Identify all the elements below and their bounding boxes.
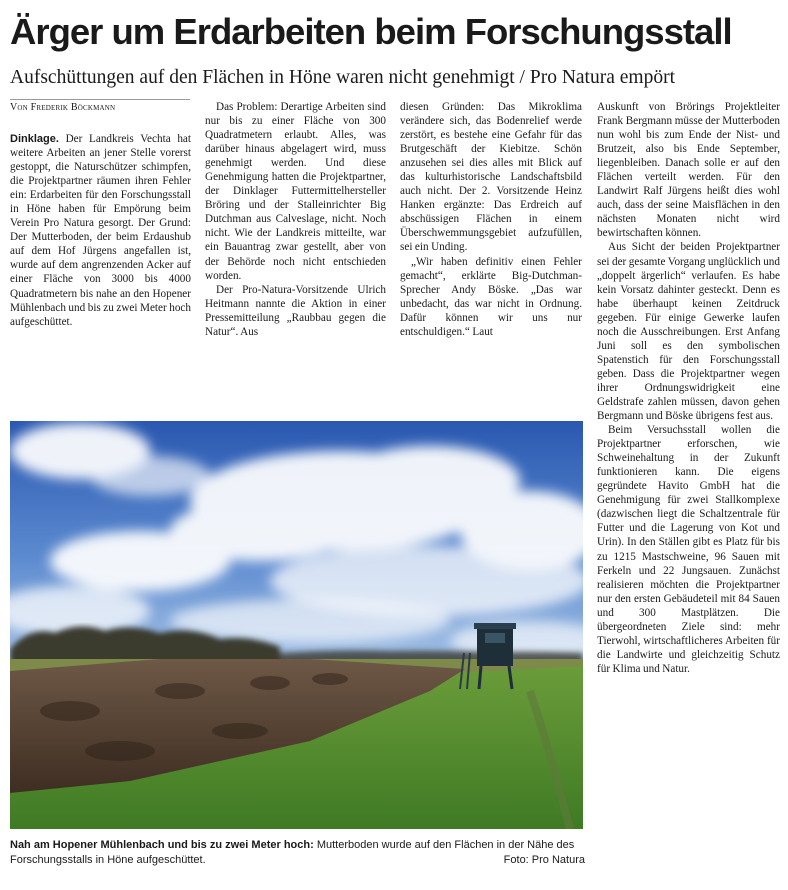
paragraph: Der Pro-Natura-Vorsitzende Ulrich Heitmann nannte die Aktion in einer Pressemitteilung „Raubbau gegen die Natur“. Aus — [205, 283, 386, 338]
caption-lead: Nah am Hopener Mühlenbach und bis zu zwei Meter hoch: — [10, 839, 314, 851]
article-photo — [10, 421, 583, 829]
caption-text: Mutterboden wurde auf den Flächen in der Nähe des Forschungsstalls in Höne aufgeschüttet. — [10, 839, 575, 866]
byline: Von Frederik Böckmann — [10, 99, 190, 113]
paragraph: „Wir haben definitiv einen Fehler gemacht“, erklärte Big-Dutchman-Sprecher Andy Böske. „Das war unbedacht, das war nicht in Ordnung. Dafür können wir uns nur entschuldigen.“ Laut — [400, 255, 582, 338]
paragraph: Beim Versuchsstall wollen die Projektpartner erforschen, wie Schweinehaltung in der Zukunft funktionieren kann. Die eigens gegründete Havito GmbH hat die Genehmigung für zwei Stallkomplexe (dazwischen liegt die Schaltzentrale für Futter und die Lagerung von Kot und Urin). In den Ställen gibt es Platz für bis zu 1215 Mastschweine, 96 Sauen mit Ferkeln und 22 Jungsauen. Zunächst realisieren möchten die Projektpartner nur den ersten Gebäudeteil mit 84 Sauen und 300 Mastplätzen. Die übergeordneten Ziele sind: mehr Tierwohl, wirtschaftlicheres Arbeiten für die Landwirte und gleichzeitig Schutz für Klima und Natur. — [597, 424, 780, 675]
paragraph: Auskunft von Brörings Projektleiter Frank Bergmann müsse der Mutterboden nun wohl bis zum Ende der Nist- und Brutzeit, also bis Ende September, liegenbleiben. Danach solle er auf den Flächen verteilt werden. Für den Landwirt Ralf Jürgens heißt dies wohl auch, dass der seine Maisflächen in den nächsten Monaten nicht wird bewirtschaften können. — [597, 101, 780, 240]
paragraph — [10, 132, 191, 329]
dateline: Dinklage. — [10, 133, 59, 145]
paragraph: Das Problem: Derartige Arbeiten sind nur bis zu einer Fläche von 300 Quadratmetern erlaubt. Alles, was darüber hinaus abgelagert wird, muss genehmigt werden. Und diese Genehmigung hatten die Projektpartner, der Dinklager Futtermittelhersteller Bröring und der Stalleinrichter Big Dutchman aus Calveslage, nicht. Noch nicht. Wie der Landkreis mitteilte, war ein Bauantrag zwar gestellt, aber von der Behörde noch nicht entschieden worden. — [205, 101, 386, 282]
photo-caption — [10, 838, 585, 868]
article-column-4 — [597, 100, 780, 875]
paragraph: diesen Gründen: Das Mikroklima verändere sich, das Bodenrelief werde zerstört, es bestehe eine Gefahr für das Brutgeschäft der Kiebitze. Schön anzusehen sei dies alles mit Blick auf das kulturhistorische Landschaftsbild auch nicht. Der 2. Vorsitzende Heinz Hanken ergänzte: Das Erdreich auf abschüssigen Flächen in einem Überschwemmungsgebiet aufzufüllen, sei ein Unding. — [400, 101, 582, 254]
subheadline: Aufschüttungen auf den Flächen in Höne waren nicht genehmigt / Pro Natura empört — [10, 67, 675, 88]
article-column-2 — [205, 100, 386, 404]
paragraph-text: Der Landkreis Vechta hat weitere Arbeiten an jener Stelle vorerst gestoppt, die Naturschützer schimpfen, die Projektpartner räumen ihren Fehler ein: Erdarbeiten für den Forschungsstall in Höne haben für Empörung beim Verein Pro Natura gesorgt. Der Grund: Der Mutterboden, der beim Erdaushub auf dem Hof Jürgens angefallen ist, wurde auf dem angrenzenden Acker auf einer Fläche von 3000 bis 4000 Quadratmetern bis nahe an den Hopener Mühlenbach und bis zu zwei Meter hoch aufgeschüttet. — [10, 133, 191, 328]
article-column-1 — [10, 132, 191, 404]
article-column-3 — [400, 100, 582, 404]
photo-credit: Foto: Pro Natura — [503, 854, 585, 866]
headline: Ärger um Erdarbeiten beim Forschungsstall — [10, 11, 732, 52]
field-landscape-image — [10, 421, 583, 829]
paragraph: Aus Sicht der beiden Projektpartner sei der gesamte Vorgang unglücklich und „doppelt ärgerlich“ verlaufen. Es habe kein Vorsatz dahinter gesteckt. Denn es habe überhaupt keinen Zeitdruck gegeben. Für einige Gewerke laufen noch die Ausschreibungen. Erst Anfang Juni soll es den symbolischen Spatenstich für den Forschungsstall geben. Dass die Projektpartner wegen ihrer Ordnungswidrigkeit eine Geldstrafe zahlen müssen, davon gehen Bergmann und Böske übrigens fest aus. — [597, 241, 780, 423]
